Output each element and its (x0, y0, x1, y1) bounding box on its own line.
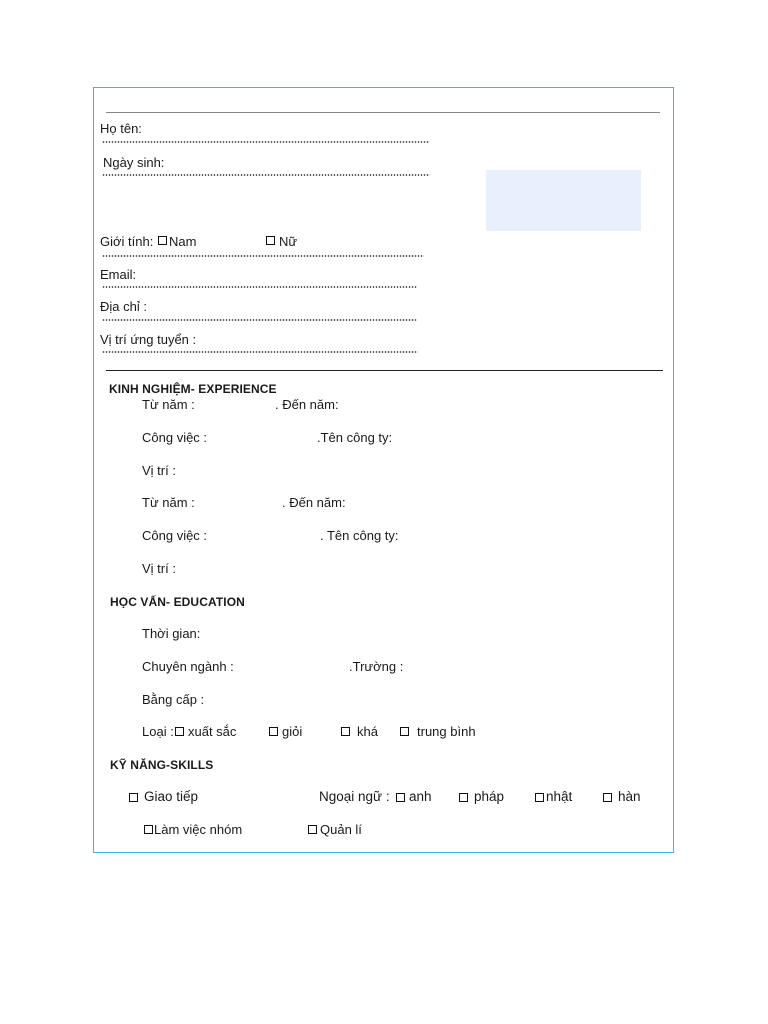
education-heading: HỌC VẤN- EDUCATION (110, 595, 245, 609)
label-nu: Nữ (279, 234, 298, 249)
label-han: hàn (618, 789, 641, 804)
label-ngay-sinh: Ngày sinh: (103, 155, 165, 170)
label-dia-chi: Địa chỉ : (100, 299, 147, 314)
label-tu-nam: Từ năm : (142, 397, 195, 412)
label-anh: anh (409, 789, 432, 804)
checkbox-nam[interactable] (158, 236, 167, 245)
checkbox-trung-binh[interactable] (400, 727, 409, 736)
checkbox-nhat[interactable] (535, 793, 544, 802)
label-ngoai-ngu: Ngoại ngữ : (319, 789, 390, 804)
label-trung-binh: trung bình (417, 724, 476, 739)
label-truong: .Trường : (349, 659, 404, 674)
label-cong-viec: Công việc : (142, 430, 208, 445)
label-ten-cong-ty: .Tên công ty: (317, 430, 393, 445)
checkbox-gioi[interactable] (269, 727, 278, 736)
label-xuat-sac: xuất sắc (188, 724, 237, 739)
label-tu-nam-2: Từ năm : (142, 495, 195, 510)
label-gioi: giỏi (282, 724, 303, 739)
label-chuyen-nganh: Chuyên ngành : (142, 659, 234, 674)
label-den-nam-2: . Đến năm: (282, 495, 346, 510)
label-lam-viec-nhom: Làm việc nhóm (154, 822, 243, 837)
label-loai: Loại : (142, 724, 174, 739)
label-email: Email: (100, 267, 137, 282)
label-kha: khá (357, 724, 378, 739)
label-gioi-tinh: Giới tính: (100, 234, 154, 249)
skills-heading: KỸ NĂNG-SKILLS (110, 758, 214, 772)
label-vi-tri: Vị trí : (142, 463, 176, 478)
checkbox-xuat-sac[interactable] (175, 727, 184, 736)
label-vi-tri-2: Vị trí : (142, 561, 176, 576)
checkbox-anh[interactable] (396, 793, 405, 802)
label-cong-viec-2: Công việc : (142, 528, 208, 543)
checkbox-han[interactable] (603, 793, 612, 802)
checkbox-nu[interactable] (266, 236, 275, 245)
section-rule (106, 370, 663, 371)
label-bang-cap: Bằng cấp : (142, 692, 205, 707)
checkbox-phap[interactable] (459, 793, 468, 802)
checkbox-kha[interactable] (341, 727, 350, 736)
label-phap: pháp (474, 789, 505, 804)
label-giao-tiep: Giao tiếp (144, 789, 199, 804)
checkbox-quan-li[interactable] (308, 825, 317, 834)
dotted-line-gioi-tinh (102, 255, 424, 257)
label-den-nam: . Đến năm: (275, 397, 339, 412)
label-ho-ten: Họ tên: (100, 121, 142, 136)
dotted-line-vi-tri-ung-tuyen[interactable] (102, 351, 418, 353)
label-thoi-gian: Thời gian: (142, 626, 201, 641)
label-quan-li: Quản lí (320, 822, 362, 837)
dotted-line-email[interactable] (102, 286, 417, 288)
top-rule (106, 112, 660, 113)
checkbox-lam-viec-nhom[interactable] (144, 825, 153, 834)
photo-placeholder[interactable] (486, 170, 641, 231)
label-ten-cong-ty-2: . Tên công ty: (320, 528, 399, 543)
label-vi-tri-ung-tuyen: Vị trí ứng tuyển : (100, 332, 197, 347)
experience-heading: KINH NGHIỆM- EXPERIENCE (109, 382, 277, 396)
checkbox-giao-tiep[interactable] (129, 793, 138, 802)
label-nhat: nhật (546, 789, 573, 804)
label-nam: Nam (169, 234, 197, 249)
dotted-line-dia-chi[interactable] (102, 319, 417, 321)
dotted-line-ngay-sinh[interactable] (102, 174, 430, 176)
dotted-line-ho-ten[interactable] (102, 141, 430, 143)
